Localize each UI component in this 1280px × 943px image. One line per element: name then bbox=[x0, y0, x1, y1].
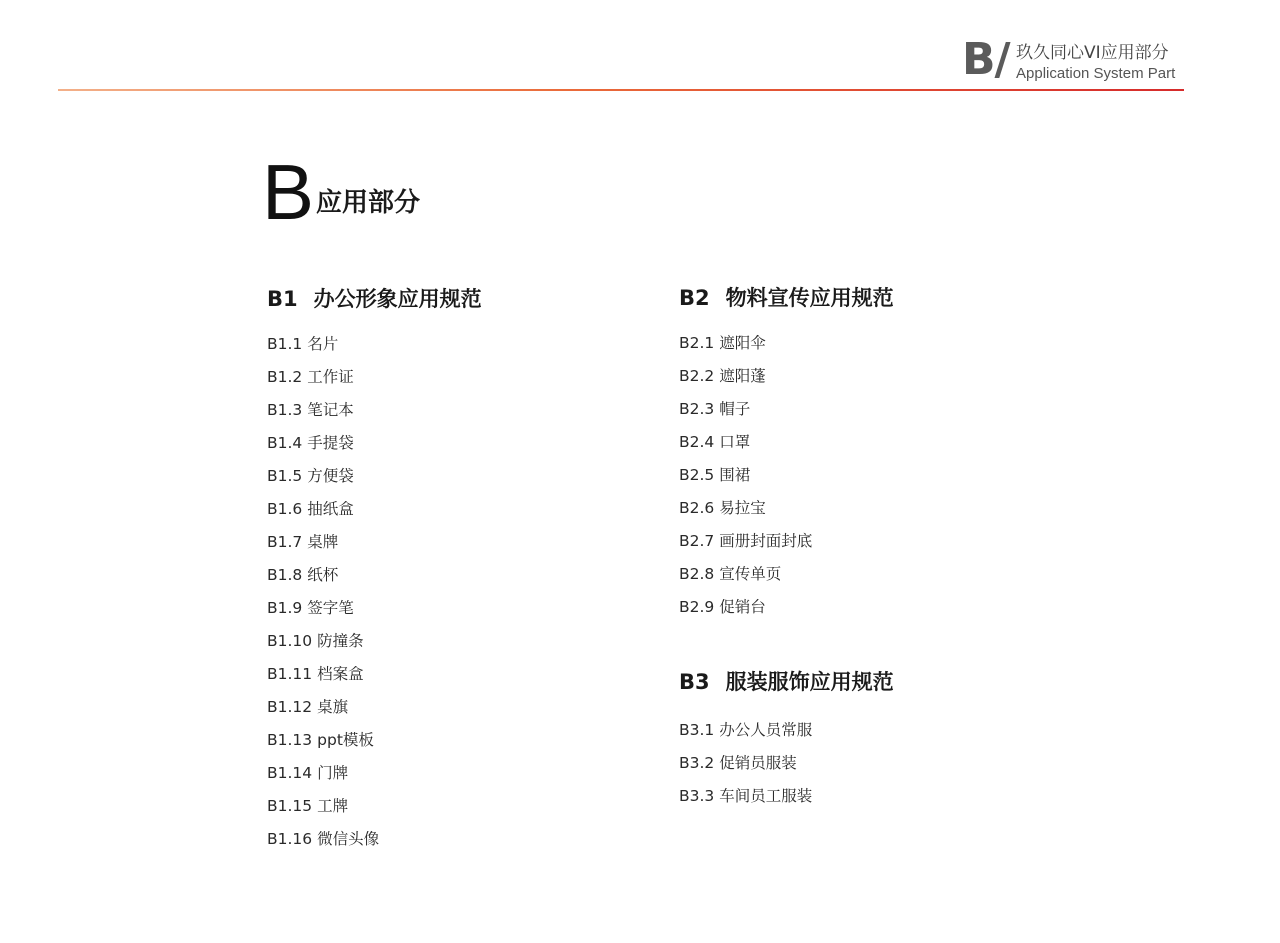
item-code: B2.6 bbox=[679, 499, 715, 517]
item-code: B1.3 bbox=[267, 401, 303, 419]
group-heading bbox=[679, 284, 1019, 312]
item-code: B1.5 bbox=[267, 467, 303, 485]
item-label: 名片 bbox=[307, 335, 339, 353]
item-code: B2.4 bbox=[679, 433, 715, 451]
item-label: 遮阳蓬 bbox=[719, 367, 766, 385]
list-item bbox=[679, 459, 1019, 492]
item-label: 车间员工服装 bbox=[719, 787, 813, 805]
header-mark-logo: B/ bbox=[962, 34, 1010, 85]
list-item bbox=[267, 724, 607, 757]
list-item bbox=[267, 592, 607, 625]
list-item bbox=[679, 492, 1019, 525]
header-divider bbox=[58, 89, 1184, 91]
list-item bbox=[267, 559, 607, 592]
group-code: B1 bbox=[267, 287, 298, 311]
group-heading bbox=[679, 668, 1019, 696]
item-label: 口罩 bbox=[719, 433, 751, 451]
item-code: B1.15 bbox=[267, 797, 313, 815]
item-code: B2.5 bbox=[679, 466, 715, 484]
item-label: ppt模板 bbox=[317, 731, 374, 749]
item-code: B1.1 bbox=[267, 335, 303, 353]
list-item bbox=[267, 790, 607, 823]
group-b1 bbox=[267, 285, 607, 856]
item-label: 工作证 bbox=[307, 368, 354, 386]
item-code: B1.10 bbox=[267, 632, 313, 650]
item-code: B1.16 bbox=[267, 830, 313, 848]
item-label: 围裙 bbox=[719, 466, 751, 484]
group-code: B2 bbox=[679, 286, 710, 310]
item-label: 帽子 bbox=[719, 400, 751, 418]
header-title: 玖久同心VI应用部分 bbox=[1016, 43, 1169, 63]
item-label: 易拉宝 bbox=[719, 499, 766, 517]
header-text bbox=[1016, 42, 1196, 84]
list-item bbox=[267, 625, 607, 658]
item-code: B1.4 bbox=[267, 434, 303, 452]
item-label: 微信头像 bbox=[317, 830, 380, 848]
list-item bbox=[267, 361, 607, 394]
item-code: B2.3 bbox=[679, 400, 715, 418]
item-code: B1.11 bbox=[267, 665, 313, 683]
item-label: 方便袋 bbox=[307, 467, 354, 485]
item-code: B1.7 bbox=[267, 533, 303, 551]
list-item bbox=[679, 747, 1019, 780]
item-code: B2.9 bbox=[679, 598, 715, 616]
list-item bbox=[267, 427, 607, 460]
list-item bbox=[267, 460, 607, 493]
item-code: B2.1 bbox=[679, 334, 715, 352]
group-heading bbox=[267, 285, 607, 313]
list-item bbox=[679, 525, 1019, 558]
item-label: 防撞条 bbox=[317, 632, 364, 650]
item-code: B3.1 bbox=[679, 721, 715, 739]
list-item bbox=[679, 780, 1019, 813]
item-code: B1.8 bbox=[267, 566, 303, 584]
item-label: 画册封面封底 bbox=[719, 532, 813, 550]
item-label: 笔记本 bbox=[307, 401, 354, 419]
item-label: 抽纸盒 bbox=[307, 500, 354, 518]
list-item bbox=[267, 691, 607, 724]
item-code: B1.6 bbox=[267, 500, 303, 518]
list-item bbox=[679, 360, 1019, 393]
list-item bbox=[267, 757, 607, 790]
list-item bbox=[267, 526, 607, 559]
item-label: 办公人员常服 bbox=[719, 721, 813, 739]
item-label: 促销员服装 bbox=[719, 754, 797, 772]
section-title: 应用部分 bbox=[316, 188, 421, 218]
item-label: 桌牌 bbox=[307, 533, 339, 551]
list-item bbox=[267, 394, 607, 427]
list-item bbox=[679, 558, 1019, 591]
list-item bbox=[679, 393, 1019, 426]
group-code: B3 bbox=[679, 670, 710, 694]
item-label: 签字笔 bbox=[307, 599, 354, 617]
list-item bbox=[267, 493, 607, 526]
item-label: 促销台 bbox=[719, 598, 766, 616]
item-label: 档案盒 bbox=[317, 665, 364, 683]
item-code: B2.7 bbox=[679, 532, 715, 550]
item-label: 宣传单页 bbox=[719, 565, 782, 583]
item-label: 纸杯 bbox=[307, 566, 339, 584]
list-item bbox=[679, 714, 1019, 747]
group-title: 物料宣传应用规范 bbox=[725, 286, 894, 310]
item-code: B1.13 bbox=[267, 731, 313, 749]
item-label: 工牌 bbox=[317, 797, 349, 815]
item-code: B3.2 bbox=[679, 754, 715, 772]
item-code: B2.8 bbox=[679, 565, 715, 583]
item-code: B1.9 bbox=[267, 599, 303, 617]
item-label: 手提袋 bbox=[307, 434, 354, 452]
list-item bbox=[679, 591, 1019, 624]
list-item bbox=[679, 327, 1019, 360]
group-b2 bbox=[679, 284, 1019, 624]
item-code: B3.3 bbox=[679, 787, 715, 805]
list-item bbox=[679, 426, 1019, 459]
item-code: B2.2 bbox=[679, 367, 715, 385]
group-b3 bbox=[679, 668, 1019, 813]
list-item bbox=[267, 658, 607, 691]
item-code: B1.2 bbox=[267, 368, 303, 386]
group-title: 服装服饰应用规范 bbox=[725, 670, 894, 694]
list-item bbox=[267, 328, 607, 361]
list-item bbox=[267, 823, 607, 856]
item-code: B1.12 bbox=[267, 698, 313, 716]
item-label: 遮阳伞 bbox=[719, 334, 766, 352]
item-label: 桌旗 bbox=[317, 698, 349, 716]
group-title: 办公形象应用规范 bbox=[313, 287, 482, 311]
header-subtitle: Application System Part bbox=[1016, 65, 1176, 82]
section-letter: B bbox=[262, 148, 313, 236]
item-label: 门牌 bbox=[317, 764, 349, 782]
item-code: B1.14 bbox=[267, 764, 313, 782]
